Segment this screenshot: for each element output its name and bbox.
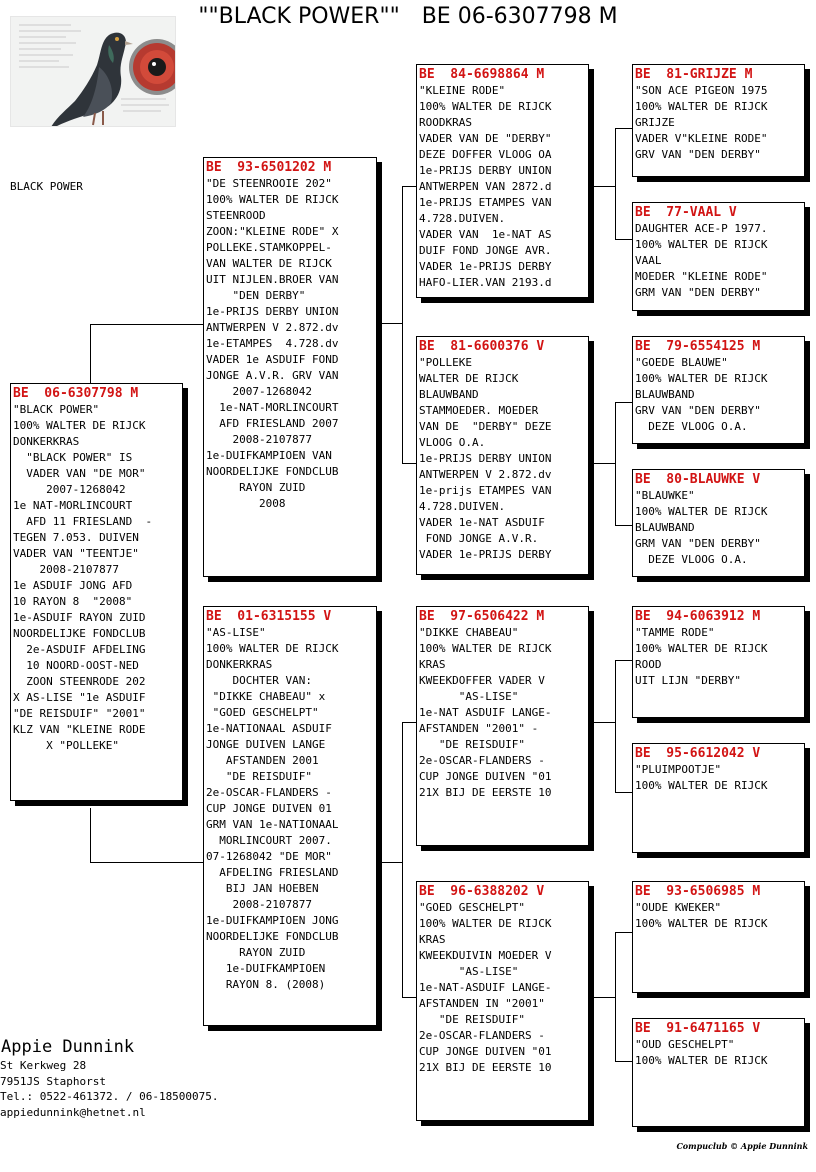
pedigree-line: 100% WALTER DE RIJCK [635,917,768,930]
pedigree-line: BIJ JAN HOEBEN [206,882,319,895]
pedigree-line: UIT LIJN "DERBY" [635,674,741,687]
pigeon-details [635,1037,802,1069]
pedigree-line: 21X BIJ DE EERSTE 10 [419,1061,552,1074]
connector [590,997,615,998]
pigeon-details [635,625,802,689]
pedigree-line: "OUD GESCHELPT" [635,1038,735,1051]
connector [615,932,616,1062]
pedigree-line: GRV VAN "DEN DERBY" [635,404,761,417]
pedigree-line: "DEN DERBY" [206,289,306,302]
owner-contact [0,1036,219,1120]
pedigree-line: DONKERKRAS [206,658,273,671]
connector [615,239,633,240]
pedigree-line: ROODKRAS [419,116,472,129]
connector [402,722,417,723]
pedigree-line: VADER VAN "DE MOR" [13,467,146,480]
connector [615,792,633,793]
dam-box [203,606,377,1026]
pedigree-line: "DIKKE CHABEAU" x [206,690,326,703]
pedigree-line: 100% WALTER DE RIJCK [419,100,552,113]
connector [90,324,204,325]
pedigree-line: GRM VAN 1e-NATIONAAL [206,818,339,831]
connector [378,323,402,324]
pigeon-details [419,900,586,1076]
connector [90,808,91,863]
ring-number: BE 94-6063912 M [635,609,761,624]
great-grandparent-box [632,469,805,577]
pedigree-line: BLAUWBAND [419,388,479,401]
connector [378,862,402,863]
owner-street: St Kerkweg 28 [0,1059,87,1072]
pedigree-line: AFSTANDEN IN "2001" [419,997,545,1010]
pedigree-line: CUP JONGE DUIVEN 01 [206,802,332,815]
connector [402,186,417,187]
pedigree-line: 1e-DUIFKAMPIOEN [206,962,326,975]
pedigree-line: 1e-NAT-MORLINCOURT [206,401,339,414]
pigeon-details [419,355,586,563]
ring-number: BE 97-6506422 M [419,609,545,624]
pedigree-line: "AS-LISE" [419,965,519,978]
pedigree-line: 1e-ETAMPES 4.728.dv [206,337,339,350]
pedigree-line: "GOED GESCHELPT" [206,706,319,719]
pedigree-line: DAUGHTER ACE-P 1977. [635,222,768,235]
pedigree-line: 1e-PRIJS DERBY UNION [419,452,552,465]
pedigree-line: "AS-LISE" [419,690,519,703]
ring-number: BE 79-6554125 M [635,339,761,354]
connector [615,932,633,933]
pedigree-line: VADER 1e-PRIJS DERBY [419,260,552,273]
pedigree-line: VAAL [635,254,662,267]
pedigree-line: 10 NOORD-OOST-NED [13,659,139,672]
connector [402,722,403,998]
pedigree-line: ZOON STEENRODE 202 [13,675,146,688]
credit-footer: Compuclub © Appie Dunnink [676,1141,808,1151]
pedigree-line: MORLINCOURT 2007. [206,834,332,847]
pedigree-line: 4.728.DUIVEN. [419,212,506,225]
ring-number: BE 93-6506985 M [635,884,761,899]
pigeon-details [635,900,802,932]
pedigree-line: 1e-PRIJS DERBY UNION [419,164,552,177]
grandsire-paternal-box [416,64,589,298]
pigeon-details [635,762,802,794]
pedigree-line: KRAS [419,933,446,946]
pedigree-line: MOEDER "KLEINE RODE" [635,270,768,283]
pedigree-line: ANTWERPEN V 2.872.dv [206,321,339,334]
pedigree-line: 2008-2107877 [13,563,119,576]
connector [590,186,615,187]
pedigree-line: NOORDELIJKE FONDCLUB [206,465,339,478]
pedigree-line: AFSTANDEN "2001" - [419,722,539,735]
subject-box [10,383,183,801]
pedigree-line: 1e-NAT ASDUIF LANGE- [419,706,552,719]
pedigree-line: "PLUIMPOOTJE" [635,763,722,776]
ring-number: BE 84-6698864 M [419,67,545,82]
ring-number: BE 06-6307798 M [13,386,139,401]
pedigree-line: "DE REISDUIF" [419,738,525,751]
pedigree-line: DEZE VLOOG O.A. [635,553,748,566]
pedigree-line: 100% WALTER DE RIJCK [635,1054,768,1067]
pedigree-line: 100% WALTER DE RIJCK [13,419,146,432]
pedigree-line: "DE STEENROOIE 202" [206,177,332,190]
pedigree-line: "POLLEKE [419,356,472,369]
pigeon-details [635,488,802,568]
pedigree-line: AFDELING FRIESLAND [206,866,339,879]
pedigree-line: 100% WALTER DE RIJCK [419,917,552,930]
connector [90,324,91,384]
connector [615,402,616,526]
pedigree-line: GRM VAN "DEN DERBY" [635,286,761,299]
pedigree-line: AFSTANDEN 2001 [206,754,319,767]
great-grandparent-box [632,64,805,177]
pedigree-line: 2008-2107877 [206,433,312,446]
pedigree-line: RAYON ZUID [206,481,306,494]
ring-number: BE 96-6388202 V [419,884,545,899]
pedigree-line: X AS-LISE "1e ASDUIF [13,691,146,704]
pedigree-line: VADER 1e ASDUIF FOND [206,353,339,366]
pedigree-line: 10 RAYON 8 "2008" [13,595,133,608]
pedigree-line: "DE REISDUIF" [419,1013,525,1026]
pedigree-line: "GOED GESCHELPT" [419,901,525,914]
pedigree-line: AFD 11 FRIESLAND - [13,515,153,528]
connector [590,463,615,464]
pedigree-line: STAMMOEDER. MOEDER [419,404,539,417]
great-grandparent-box [632,881,805,993]
connector [590,722,615,723]
pedigree-line: 100% WALTER DE RIJCK [635,238,768,251]
pedigree-line: "BLAUWKE" [635,489,695,502]
pigeon-details [206,625,374,993]
pedigree-line: 1e-prijs ETAMPES VAN [419,484,552,497]
connector [615,525,633,526]
pedigree-line: ZOON:"KLEINE RODE" X [206,225,339,238]
pigeon-details [635,355,802,435]
pedigree-line: "BLACK POWER" IS [13,451,133,464]
pedigree-line: 1e NAT-MORLINCOURT [13,499,133,512]
pedigree-line: VLOOG O.A. [419,436,486,449]
pedigree-line: VAN DE "DERBY" DEZE [419,420,552,433]
ring-number: BE 81-6600376 V [419,339,545,354]
pigeon-details [13,402,180,754]
pedigree-line: 100% WALTER DE RIJCK [419,642,552,655]
pedigree-line: VADER VAN DE "DERBY" [419,132,552,145]
pedigree-line: NOORDELIJKE FONDCLUB [13,627,146,640]
granddam-paternal-box [416,336,589,575]
ring-number: BE 77-VAAL V [635,205,737,220]
pedigree-line: "TAMME RODE" [635,626,715,639]
pedigree-line: "SON ACE PIGEON 1975 [635,84,768,97]
connector [402,997,417,998]
pedigree-line: 100% WALTER DE RIJCK [635,505,768,518]
pedigree-line: 4.728.DUIVEN. [419,500,506,513]
pedigree-line: "DE REISDUIF" [206,770,312,783]
ring-number: BE 95-6612042 V [635,746,761,761]
pedigree-line: "DE REISDUIF" "2001" [13,707,146,720]
pigeon-details [206,176,374,512]
ring-number: BE 91-6471165 V [635,1021,761,1036]
connector [615,128,633,129]
connector [615,128,616,240]
ring-number: BE 01-6315155 V [206,609,332,624]
pedigree-line: 2007-1268042 [13,483,126,496]
pedigree-line: TEGEN 7.053. DUIVEN [13,531,139,544]
pedigree-line: GRIJZE [635,116,675,129]
owner-email[interactable]: appiedunnink@hetnet.nl [0,1105,146,1119]
pedigree-line: 1e-DUIFKAMPIOEN JONG [206,914,339,927]
owner-city: 7951JS Staphorst [0,1074,106,1088]
pedigree-line: CUP JONGE DUIVEN "01 [419,770,552,783]
pedigree-line: JONGE DUIVEN LANGE [206,738,326,751]
ring-number: BE 80-BLAUWKE V [635,472,761,487]
pedigree-line: BLAUWBAND [635,388,695,401]
connector [615,402,633,403]
pedigree-line: DEZE VLOOG O.A. [635,420,748,433]
pedigree-line: FOND JONGE A.V.R. [419,532,539,545]
great-grandparent-box [632,202,805,311]
granddam-maternal-box [416,881,589,1121]
pedigree-line: HAFO-LIER.VAN 2193.d [419,276,552,289]
pedigree-line: STEENROOD [206,209,266,222]
pedigree-line: 100% WALTER DE RIJCK [635,642,768,655]
great-grandparent-box [632,743,805,853]
pedigree-line: KRAS [419,658,446,671]
pedigree-line: 1e-PRIJS DERBY UNION [206,305,339,318]
pedigree-line: 100% WALTER DE RIJCK [206,642,339,655]
connector [615,660,616,793]
ring-number: BE 93-6501202 M [206,160,332,175]
pedigree-line: 2e-OSCAR-FLANDERS - [206,786,332,799]
pedigree-line: "DIKKE CHABEAU" [419,626,519,639]
pedigree-line: WALTER DE RIJCK [419,372,519,385]
pedigree-line: 100% WALTER DE RIJCK [635,372,768,385]
pigeon-photo [10,16,176,127]
pedigree-line: "KLEINE RODE" [419,84,506,97]
connector [615,1061,633,1062]
owner-phone: Tel.: 0522-461372. / 06-18500075. [0,1090,219,1103]
great-grandparent-box [632,336,805,444]
pedigree-line: VADER VAN "TEENTJE" [13,547,139,560]
pigeon-ring-number: BE 06-6307798 M [421,4,618,29]
pedigree-line: GRV VAN "DEN DERBY" [635,148,761,161]
pedigree-line: DEZE DOFFER VLOOG OA [419,148,552,161]
pedigree-line: KLZ VAN "KLEINE RODE [13,723,146,736]
pedigree-line: 2e-ASDUIF AFDELING [13,643,146,656]
pedigree-line: NOORDELIJKE FONDCLUB [206,930,339,943]
pedigree-line: ANTWERPEN VAN 2872.d [419,180,552,193]
pedigree-line: CUP JONGE DUIVEN "01 [419,1045,552,1058]
pedigree-line: VADER VAN 1e-NAT AS [419,228,552,241]
ring-number: BE 81-GRIJZE M [635,67,753,82]
pedigree-line: 21X BIJ DE EERSTE 10 [419,786,552,799]
pedigree-line: 2008 [206,497,286,510]
pedigree-line: VADER V"KLEINE RODE" [635,132,768,145]
pedigree-line: "AS-LISE" [206,626,266,639]
pedigree-line: 1e ASDUIF JONG AFD [13,579,133,592]
pedigree-line: 2008-2107877 [206,898,312,911]
pedigree-line: ROOD [635,658,662,671]
pedigree-line: 1e-ASDUIF RAYON ZUID [13,611,146,624]
connector [402,186,403,464]
pedigree-line: 100% WALTER DE RIJCK [635,779,768,792]
pedigree-line: DUIF FOND JONGE AVR. [419,244,552,257]
pedigree-line: 2e-OSCAR-FLANDERS - [419,754,545,767]
pedigree-line: VADER 1e-NAT ASDUIF [419,516,545,529]
pedigree-line: 1e-DUIFKAMPIOEN VAN [206,449,332,462]
connector [402,463,417,464]
pedigree-line: RAYON ZUID [206,946,306,959]
pigeon-details [635,221,802,301]
subject-name-label: BLACK POWER [10,180,83,193]
pedigree-line: VADER 1e-PRIJS DERBY [419,548,552,561]
pigeon-details [419,83,586,291]
pedigree-line: 1e-NATIONAAL ASDUIF [206,722,332,735]
pedigree-line: 2007-1268042 [206,385,312,398]
pedigree-line: VAN WALTER DE RIJCK [206,257,332,270]
pedigree-line: JONGE A.V.R. GRV VAN [206,369,339,382]
great-grandparent-box [632,606,805,718]
pedigree-line: AFD FRIESLAND 2007 [206,417,339,430]
pedigree-line: 100% WALTER DE RIJCK [635,100,768,113]
pigeon-details [419,625,586,801]
owner-name: Appie Dunnink [1,1037,135,1057]
grandsire-maternal-box [416,606,589,846]
great-grandparent-box [632,1018,805,1127]
pedigree-line: ANTWERPEN V 2.872.dv [419,468,552,481]
pedigree-line: 2e-OSCAR-FLANDERS - [419,1029,545,1042]
pedigree-line: POLLEKE.STAMKOPPEL- [206,241,332,254]
pedigree-line: UIT NIJLEN.BROER VAN [206,273,339,286]
pedigree-line: 100% WALTER DE RIJCK [206,193,339,206]
pedigree-line: "GOEDE BLAUWE" [635,356,728,369]
pedigree-line: "OUDE KWEKER" [635,901,722,914]
pedigree-line: 07-1268042 "DE MOR" [206,850,332,863]
pedigree-line: KWEEKDOFFER VADER V [419,674,545,687]
pedigree-line: DONKERKRAS [13,435,80,448]
pedigree-line: KWEEKDUIVIN MOEDER V [419,949,552,962]
sire-box [203,157,377,577]
connector [90,862,204,863]
pedigree-line: "BLACK POWER" [13,403,100,416]
pedigree-line: X "POLLEKE" [13,739,119,752]
pigeon-name: ""BLACK POWER"" [198,4,400,29]
pedigree-line: RAYON 8. (2008) [206,978,326,991]
pigeon-illustration [11,17,176,127]
pigeon-details [635,83,802,163]
pedigree-line: GRM VAN "DEN DERBY" [635,537,761,550]
pedigree-line: DOCHTER VAN: [206,674,312,687]
pedigree-line: BLAUWBAND [635,521,695,534]
pedigree-line: 1e-PRIJS ETAMPES VAN [419,196,552,209]
pedigree-line: 1e-NAT-ASDUIF LANGE- [419,981,552,994]
connector [615,660,633,661]
